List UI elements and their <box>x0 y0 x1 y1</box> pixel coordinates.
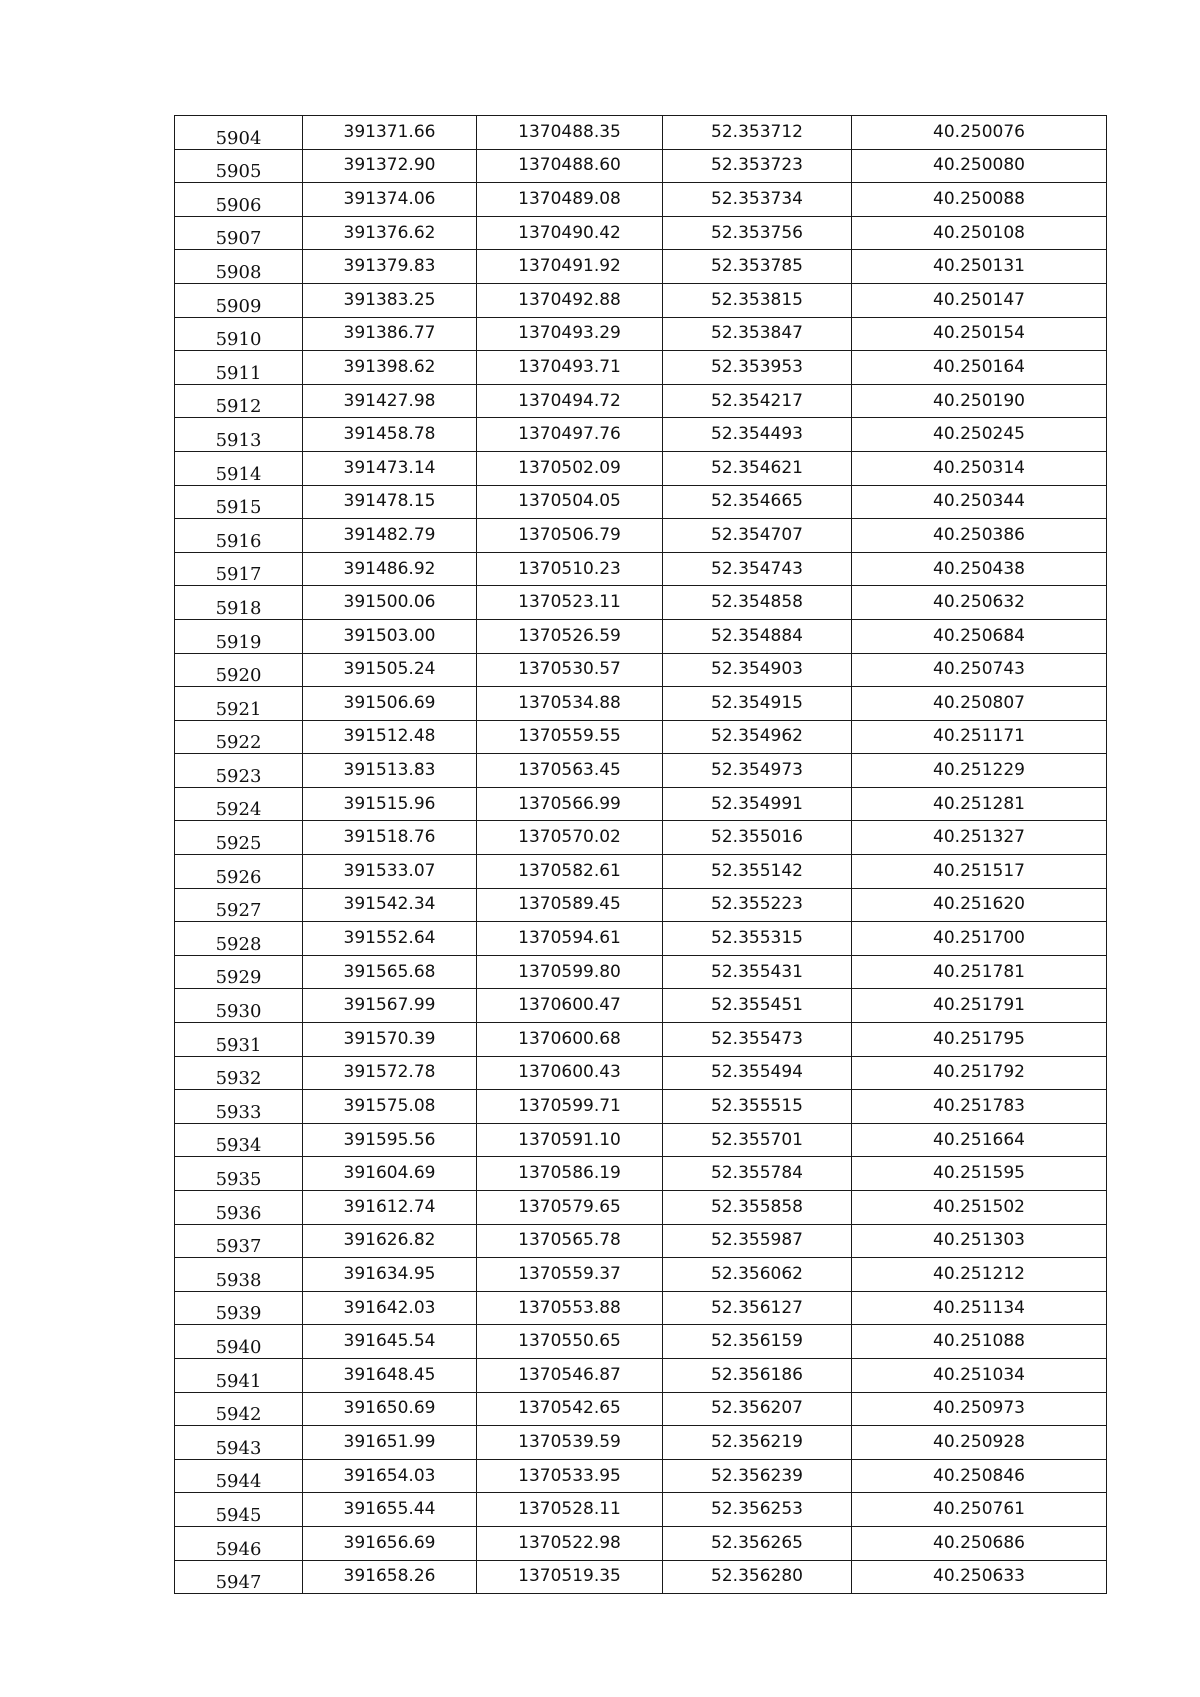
latitude-cell: 52.356239 <box>663 1459 852 1493</box>
longitude-cell: 40.251664 <box>852 1123 1107 1157</box>
y-coordinate-cell: 1370559.55 <box>477 720 663 754</box>
longitude-cell: 40.251795 <box>852 1023 1107 1057</box>
latitude-cell: 52.355494 <box>663 1056 852 1090</box>
x-coordinate-cell: 391518.76 <box>303 821 477 855</box>
y-coordinate-cell: 1370491.92 <box>477 250 663 284</box>
latitude-cell: 52.355858 <box>663 1191 852 1225</box>
longitude-cell: 40.251620 <box>852 888 1107 922</box>
latitude-cell: 52.353953 <box>663 351 852 385</box>
table-row <box>175 283 1107 317</box>
y-coordinate-cell: 1370519.35 <box>477 1560 663 1594</box>
y-coordinate-cell: 1370506.79 <box>477 519 663 553</box>
point-number-cell: 5936 <box>175 1191 303 1225</box>
longitude-cell: 40.250190 <box>852 384 1107 418</box>
table-row <box>175 1526 1107 1560</box>
table-row <box>175 1291 1107 1325</box>
table-row <box>175 720 1107 754</box>
point-number-cell: 5917 <box>175 552 303 586</box>
x-coordinate-cell: 391542.34 <box>303 888 477 922</box>
latitude-cell: 52.355784 <box>663 1157 852 1191</box>
latitude-cell: 52.356062 <box>663 1258 852 1292</box>
point-number-cell: 5919 <box>175 619 303 653</box>
table-row <box>175 317 1107 351</box>
longitude-cell: 40.250108 <box>852 216 1107 250</box>
y-coordinate-cell: 1370534.88 <box>477 687 663 721</box>
x-coordinate-cell: 391371.66 <box>303 116 477 150</box>
longitude-cell: 40.250386 <box>852 519 1107 553</box>
latitude-cell: 52.356280 <box>663 1560 852 1594</box>
longitude-cell: 40.250245 <box>852 418 1107 452</box>
latitude-cell: 52.353847 <box>663 317 852 351</box>
table-row <box>175 1224 1107 1258</box>
table-row <box>175 1493 1107 1527</box>
point-number-cell: 5941 <box>175 1358 303 1392</box>
longitude-cell: 40.251212 <box>852 1258 1107 1292</box>
latitude-cell: 52.356219 <box>663 1426 852 1460</box>
table-row <box>175 1392 1107 1426</box>
table-row <box>175 1056 1107 1090</box>
y-coordinate-cell: 1370559.37 <box>477 1258 663 1292</box>
point-number-cell: 5905 <box>175 149 303 183</box>
y-coordinate-cell: 1370494.72 <box>477 384 663 418</box>
y-coordinate-cell: 1370553.88 <box>477 1291 663 1325</box>
longitude-cell: 40.251134 <box>852 1291 1107 1325</box>
longitude-cell: 40.250686 <box>852 1526 1107 1560</box>
latitude-cell: 52.354991 <box>663 787 852 821</box>
y-coordinate-cell: 1370582.61 <box>477 855 663 889</box>
point-number-cell: 5916 <box>175 519 303 553</box>
longitude-cell: 40.250743 <box>852 653 1107 687</box>
table-row <box>175 653 1107 687</box>
latitude-cell: 52.354217 <box>663 384 852 418</box>
point-number-cell: 5923 <box>175 754 303 788</box>
x-coordinate-cell: 391634.95 <box>303 1258 477 1292</box>
point-number-cell: 5920 <box>175 653 303 687</box>
latitude-cell: 52.353815 <box>663 283 852 317</box>
longitude-cell: 40.251088 <box>852 1325 1107 1359</box>
x-coordinate-cell: 391650.69 <box>303 1392 477 1426</box>
longitude-cell: 40.250633 <box>852 1560 1107 1594</box>
x-coordinate-cell: 391482.79 <box>303 519 477 553</box>
point-number-cell: 5937 <box>175 1224 303 1258</box>
x-coordinate-cell: 391575.08 <box>303 1090 477 1124</box>
coordinates-table <box>174 115 1107 1594</box>
y-coordinate-cell: 1370539.59 <box>477 1426 663 1460</box>
latitude-cell: 52.355987 <box>663 1224 852 1258</box>
point-number-cell: 5945 <box>175 1493 303 1527</box>
y-coordinate-cell: 1370526.59 <box>477 619 663 653</box>
latitude-cell: 52.353785 <box>663 250 852 284</box>
longitude-cell: 40.250438 <box>852 552 1107 586</box>
y-coordinate-cell: 1370599.71 <box>477 1090 663 1124</box>
table-row <box>175 1358 1107 1392</box>
table-row <box>175 485 1107 519</box>
latitude-cell: 52.355701 <box>663 1123 852 1157</box>
longitude-cell: 40.251327 <box>852 821 1107 855</box>
longitude-cell: 40.251171 <box>852 720 1107 754</box>
longitude-cell: 40.250154 <box>852 317 1107 351</box>
longitude-cell: 40.250088 <box>852 183 1107 217</box>
table-row <box>175 955 1107 989</box>
longitude-cell: 40.250807 <box>852 687 1107 721</box>
longitude-cell: 40.251783 <box>852 1090 1107 1124</box>
y-coordinate-cell: 1370510.23 <box>477 552 663 586</box>
longitude-cell: 40.251792 <box>852 1056 1107 1090</box>
latitude-cell: 52.356207 <box>663 1392 852 1426</box>
table-row <box>175 418 1107 452</box>
point-number-cell: 5918 <box>175 586 303 620</box>
table-row <box>175 1023 1107 1057</box>
x-coordinate-cell: 391503.00 <box>303 619 477 653</box>
y-coordinate-cell: 1370542.65 <box>477 1392 663 1426</box>
table-row <box>175 619 1107 653</box>
longitude-cell: 40.251281 <box>852 787 1107 821</box>
point-number-cell: 5942 <box>175 1392 303 1426</box>
x-coordinate-cell: 391648.45 <box>303 1358 477 1392</box>
x-coordinate-cell: 391533.07 <box>303 855 477 889</box>
longitude-cell: 40.250314 <box>852 451 1107 485</box>
point-number-cell: 5924 <box>175 787 303 821</box>
point-number-cell: 5944 <box>175 1459 303 1493</box>
x-coordinate-cell: 391372.90 <box>303 149 477 183</box>
point-number-cell: 5911 <box>175 351 303 385</box>
latitude-cell: 52.354903 <box>663 653 852 687</box>
table-row <box>175 116 1107 150</box>
point-number-cell: 5909 <box>175 283 303 317</box>
y-coordinate-cell: 1370489.08 <box>477 183 663 217</box>
point-number-cell: 5906 <box>175 183 303 217</box>
latitude-cell: 52.356159 <box>663 1325 852 1359</box>
y-coordinate-cell: 1370594.61 <box>477 922 663 956</box>
latitude-cell: 52.355451 <box>663 989 852 1023</box>
y-coordinate-cell: 1370490.42 <box>477 216 663 250</box>
x-coordinate-cell: 391565.68 <box>303 955 477 989</box>
longitude-cell: 40.250164 <box>852 351 1107 385</box>
point-number-cell: 5930 <box>175 989 303 1023</box>
latitude-cell: 52.356253 <box>663 1493 852 1527</box>
latitude-cell: 52.354858 <box>663 586 852 620</box>
latitude-cell: 52.355473 <box>663 1023 852 1057</box>
latitude-cell: 52.353756 <box>663 216 852 250</box>
table-row <box>175 451 1107 485</box>
latitude-cell: 52.354743 <box>663 552 852 586</box>
point-number-cell: 5913 <box>175 418 303 452</box>
table-row <box>175 821 1107 855</box>
table-row <box>175 687 1107 721</box>
latitude-cell: 52.353734 <box>663 183 852 217</box>
table-row <box>175 183 1107 217</box>
point-number-cell: 5914 <box>175 451 303 485</box>
table-row <box>175 754 1107 788</box>
latitude-cell: 52.354621 <box>663 451 852 485</box>
longitude-cell: 40.250076 <box>852 116 1107 150</box>
longitude-cell: 40.251229 <box>852 754 1107 788</box>
table-row <box>175 855 1107 889</box>
x-coordinate-cell: 391655.44 <box>303 1493 477 1527</box>
x-coordinate-cell: 391654.03 <box>303 1459 477 1493</box>
table-row <box>175 216 1107 250</box>
table-row <box>175 552 1107 586</box>
latitude-cell: 52.356186 <box>663 1358 852 1392</box>
latitude-cell: 52.355515 <box>663 1090 852 1124</box>
x-coordinate-cell: 391458.78 <box>303 418 477 452</box>
point-number-cell: 5922 <box>175 720 303 754</box>
latitude-cell: 52.354915 <box>663 687 852 721</box>
table-row <box>175 1325 1107 1359</box>
table-row <box>175 1560 1107 1594</box>
table-row <box>175 1090 1107 1124</box>
x-coordinate-cell: 391658.26 <box>303 1560 477 1594</box>
point-number-cell: 5933 <box>175 1090 303 1124</box>
y-coordinate-cell: 1370546.87 <box>477 1358 663 1392</box>
y-coordinate-cell: 1370591.10 <box>477 1123 663 1157</box>
x-coordinate-cell: 391478.15 <box>303 485 477 519</box>
y-coordinate-cell: 1370600.43 <box>477 1056 663 1090</box>
latitude-cell: 52.354884 <box>663 619 852 653</box>
y-coordinate-cell: 1370488.35 <box>477 116 663 150</box>
x-coordinate-cell: 391567.99 <box>303 989 477 1023</box>
point-number-cell: 5915 <box>175 485 303 519</box>
point-number-cell: 5947 <box>175 1560 303 1594</box>
y-coordinate-cell: 1370579.65 <box>477 1191 663 1225</box>
point-number-cell: 5904 <box>175 116 303 150</box>
table-row <box>175 1157 1107 1191</box>
y-coordinate-cell: 1370565.78 <box>477 1224 663 1258</box>
x-coordinate-cell: 391427.98 <box>303 384 477 418</box>
table-row <box>175 989 1107 1023</box>
table-row <box>175 1459 1107 1493</box>
point-number-cell: 5928 <box>175 922 303 956</box>
longitude-cell: 40.251781 <box>852 955 1107 989</box>
x-coordinate-cell: 391552.64 <box>303 922 477 956</box>
x-coordinate-cell: 391656.69 <box>303 1526 477 1560</box>
x-coordinate-cell: 391626.82 <box>303 1224 477 1258</box>
x-coordinate-cell: 391398.62 <box>303 351 477 385</box>
y-coordinate-cell: 1370600.68 <box>477 1023 663 1057</box>
point-number-cell: 5926 <box>175 855 303 889</box>
y-coordinate-cell: 1370493.71 <box>477 351 663 385</box>
latitude-cell: 52.355142 <box>663 855 852 889</box>
point-number-cell: 5921 <box>175 687 303 721</box>
point-number-cell: 5912 <box>175 384 303 418</box>
y-coordinate-cell: 1370502.09 <box>477 451 663 485</box>
latitude-cell: 52.355016 <box>663 821 852 855</box>
x-coordinate-cell: 391379.83 <box>303 250 477 284</box>
y-coordinate-cell: 1370528.11 <box>477 1493 663 1527</box>
x-coordinate-cell: 391376.62 <box>303 216 477 250</box>
y-coordinate-cell: 1370566.99 <box>477 787 663 821</box>
table-row <box>175 250 1107 284</box>
latitude-cell: 52.353723 <box>663 149 852 183</box>
x-coordinate-cell: 391383.25 <box>303 283 477 317</box>
x-coordinate-cell: 391512.48 <box>303 720 477 754</box>
point-number-cell: 5925 <box>175 821 303 855</box>
latitude-cell: 52.356127 <box>663 1291 852 1325</box>
x-coordinate-cell: 391515.96 <box>303 787 477 821</box>
table-row <box>175 351 1107 385</box>
table-row <box>175 1258 1107 1292</box>
point-number-cell: 5946 <box>175 1526 303 1560</box>
latitude-cell: 52.356265 <box>663 1526 852 1560</box>
y-coordinate-cell: 1370570.02 <box>477 821 663 855</box>
x-coordinate-cell: 391500.06 <box>303 586 477 620</box>
x-coordinate-cell: 391645.54 <box>303 1325 477 1359</box>
latitude-cell: 52.355315 <box>663 922 852 956</box>
y-coordinate-cell: 1370550.65 <box>477 1325 663 1359</box>
y-coordinate-cell: 1370589.45 <box>477 888 663 922</box>
longitude-cell: 40.250928 <box>852 1426 1107 1460</box>
latitude-cell: 52.355431 <box>663 955 852 989</box>
longitude-cell: 40.251034 <box>852 1358 1107 1392</box>
table-row <box>175 888 1107 922</box>
x-coordinate-cell: 391505.24 <box>303 653 477 687</box>
y-coordinate-cell: 1370586.19 <box>477 1157 663 1191</box>
longitude-cell: 40.250684 <box>852 619 1107 653</box>
x-coordinate-cell: 391612.74 <box>303 1191 477 1225</box>
y-coordinate-cell: 1370522.98 <box>477 1526 663 1560</box>
longitude-cell: 40.251700 <box>852 922 1107 956</box>
latitude-cell: 52.354973 <box>663 754 852 788</box>
point-number-cell: 5931 <box>175 1023 303 1057</box>
table-row <box>175 519 1107 553</box>
x-coordinate-cell: 391386.77 <box>303 317 477 351</box>
point-number-cell: 5939 <box>175 1291 303 1325</box>
point-number-cell: 5932 <box>175 1056 303 1090</box>
y-coordinate-cell: 1370600.47 <box>477 989 663 1023</box>
latitude-cell: 52.354493 <box>663 418 852 452</box>
y-coordinate-cell: 1370599.80 <box>477 955 663 989</box>
y-coordinate-cell: 1370488.60 <box>477 149 663 183</box>
y-coordinate-cell: 1370504.05 <box>477 485 663 519</box>
point-number-cell: 5907 <box>175 216 303 250</box>
longitude-cell: 40.251517 <box>852 855 1107 889</box>
longitude-cell: 40.250344 <box>852 485 1107 519</box>
y-coordinate-cell: 1370497.76 <box>477 418 663 452</box>
y-coordinate-cell: 1370493.29 <box>477 317 663 351</box>
x-coordinate-cell: 391595.56 <box>303 1123 477 1157</box>
longitude-cell: 40.250131 <box>852 250 1107 284</box>
point-number-cell: 5910 <box>175 317 303 351</box>
x-coordinate-cell: 391374.06 <box>303 183 477 217</box>
longitude-cell: 40.251595 <box>852 1157 1107 1191</box>
latitude-cell: 52.354707 <box>663 519 852 553</box>
longitude-cell: 40.250632 <box>852 586 1107 620</box>
longitude-cell: 40.250761 <box>852 1493 1107 1527</box>
x-coordinate-cell: 391651.99 <box>303 1426 477 1460</box>
x-coordinate-cell: 391642.03 <box>303 1291 477 1325</box>
longitude-cell: 40.251791 <box>852 989 1107 1023</box>
point-number-cell: 5927 <box>175 888 303 922</box>
table-row <box>175 922 1107 956</box>
x-coordinate-cell: 391473.14 <box>303 451 477 485</box>
y-coordinate-cell: 1370523.11 <box>477 586 663 620</box>
x-coordinate-cell: 391604.69 <box>303 1157 477 1191</box>
table-row <box>175 384 1107 418</box>
coordinates-table-body <box>175 116 1107 1594</box>
longitude-cell: 40.250973 <box>852 1392 1107 1426</box>
point-number-cell: 5908 <box>175 250 303 284</box>
point-number-cell: 5943 <box>175 1426 303 1460</box>
x-coordinate-cell: 391570.39 <box>303 1023 477 1057</box>
latitude-cell: 52.354665 <box>663 485 852 519</box>
table-row <box>175 1426 1107 1460</box>
point-number-cell: 5929 <box>175 955 303 989</box>
table-row <box>175 149 1107 183</box>
longitude-cell: 40.250080 <box>852 149 1107 183</box>
table-row <box>175 1123 1107 1157</box>
x-coordinate-cell: 391513.83 <box>303 754 477 788</box>
x-coordinate-cell: 391486.92 <box>303 552 477 586</box>
y-coordinate-cell: 1370563.45 <box>477 754 663 788</box>
latitude-cell: 52.354962 <box>663 720 852 754</box>
longitude-cell: 40.250147 <box>852 283 1107 317</box>
point-number-cell: 5938 <box>175 1258 303 1292</box>
longitude-cell: 40.250846 <box>852 1459 1107 1493</box>
point-number-cell: 5935 <box>175 1157 303 1191</box>
y-coordinate-cell: 1370492.88 <box>477 283 663 317</box>
table-row <box>175 586 1107 620</box>
point-number-cell: 5940 <box>175 1325 303 1359</box>
longitude-cell: 40.251502 <box>852 1191 1107 1225</box>
latitude-cell: 52.353712 <box>663 116 852 150</box>
y-coordinate-cell: 1370530.57 <box>477 653 663 687</box>
longitude-cell: 40.251303 <box>852 1224 1107 1258</box>
latitude-cell: 52.355223 <box>663 888 852 922</box>
table-row <box>175 1191 1107 1225</box>
x-coordinate-cell: 391506.69 <box>303 687 477 721</box>
x-coordinate-cell: 391572.78 <box>303 1056 477 1090</box>
y-coordinate-cell: 1370533.95 <box>477 1459 663 1493</box>
table-row <box>175 787 1107 821</box>
point-number-cell: 5934 <box>175 1123 303 1157</box>
